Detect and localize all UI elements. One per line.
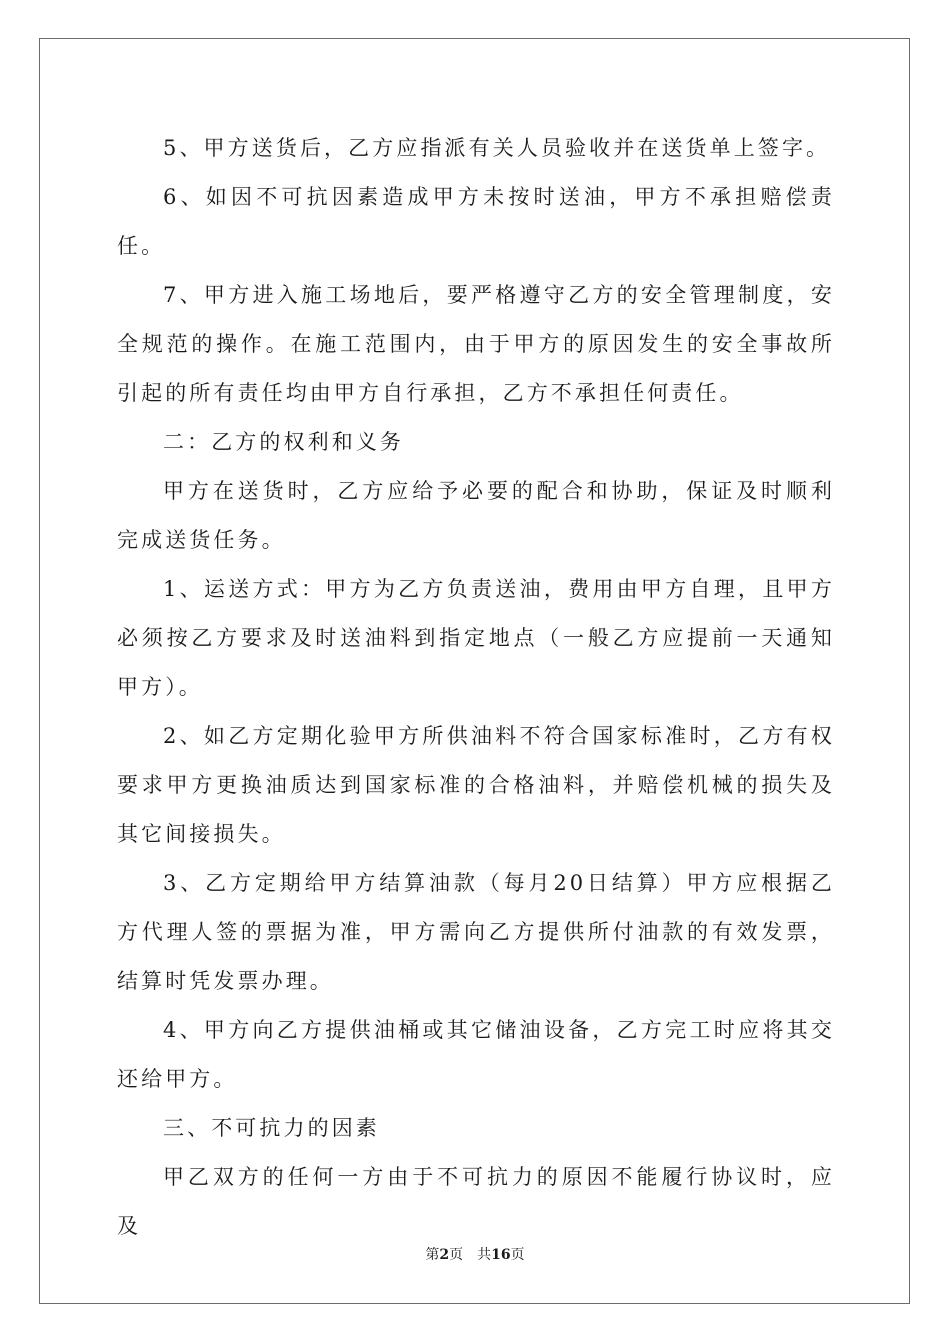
total-pages-number: 16 (491, 1247, 511, 1263)
section-heading-force-majeure: 三、不可抗力的因素 (163, 1116, 380, 1140)
paragraph-party-b-intro: 甲方在送货时，乙方应给予必要的配合和协助，保证及时顺利完成送货任务。 (117, 479, 835, 552)
paragraph-item-1: 1、运送方式：甲方为乙方负责送油，费用由甲方自理，且甲方必须按乙方要求及时送油料到指定地点（一般乙方应提前一天通知甲方）。 (117, 577, 835, 699)
total-suffix: 页 (510, 1247, 525, 1263)
paragraph-item-4: 4、甲方向乙方提供油桶或其它储油设备，乙方完工时应将其交还给甲方。 (117, 1018, 835, 1091)
page-footer (0, 1244, 950, 1264)
document-body (117, 124, 835, 1251)
paragraph-force-majeure: 甲乙双方的任何一方由于不可抗力的原因不能履行协议时，应及 (117, 1165, 835, 1238)
current-page-number: 2 (439, 1247, 450, 1263)
section-heading-party-b-rights: 二：乙方的权利和义务 (163, 430, 404, 454)
paragraph-clause-5: 5、甲方送货后，乙方应指派有关人员验收并在送货单上签字。 (163, 136, 831, 160)
page-prefix: 第 (425, 1247, 440, 1263)
paragraph-clause-6: 6、如因不可抗因素造成甲方未按时送油，甲方不承担赔偿责任。 (117, 185, 835, 258)
paragraph-item-3: 3、乙方定期给甲方结算油款（每月20日结算）甲方应根据乙方代理人签的票据为准，甲方需向乙方提供所付油款的有效发票，结算时凭发票办理。 (117, 871, 835, 993)
page-suffix: 页 (449, 1247, 464, 1263)
paragraph-clause-7: 7、甲方进入施工场地后，要严格遵守乙方的安全管理制度，安全规范的操作。在施工范围内，由于甲方的原因发生的安全事故所引起的所有责任均由甲方自行承担，乙方不承担任何责任。 (117, 283, 835, 405)
total-prefix: 共 (477, 1247, 492, 1263)
paragraph-item-2: 2、如乙方定期化验甲方所供油料不符合国家标准时，乙方有权要求甲方更换油质达到国家标准的合格油料，并赔偿机械的损失及其它间接损失。 (117, 724, 835, 846)
